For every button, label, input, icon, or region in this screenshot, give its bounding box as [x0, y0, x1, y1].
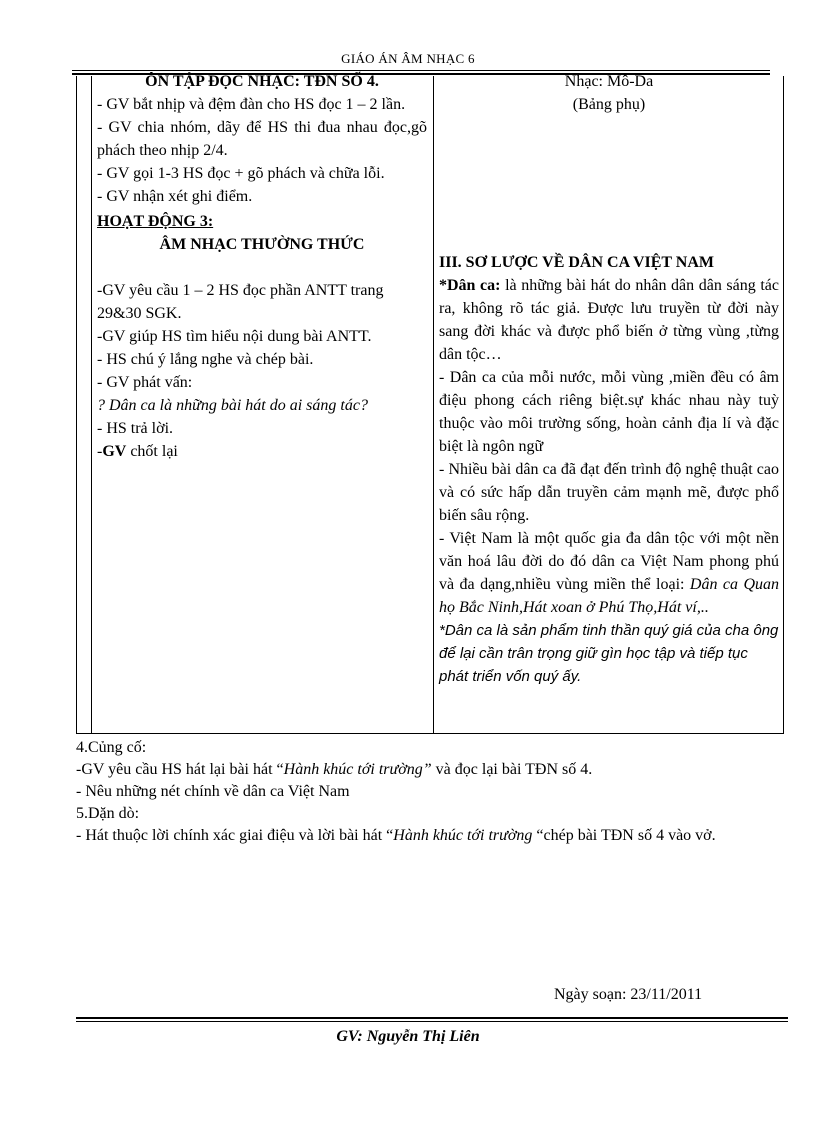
table-column-divider: [433, 76, 434, 733]
consolidation-section: [76, 737, 796, 847]
question-text: ? Dân ca là những bài hát do ai sáng tác?: [97, 397, 368, 414]
answer-text: - HS trả lời.: [97, 420, 174, 437]
activity-line: - GV nhận xét ghi điểm.: [97, 188, 253, 205]
homework-line: [76, 825, 796, 847]
table-inner-border: [91, 76, 92, 733]
activity-line: -GV giúp HS tìm hiểu nội dung bài ANTT.: [97, 328, 372, 345]
line-part: “chép bài TĐN số 4 vào vở.: [532, 827, 716, 844]
definition-paragraph: [439, 274, 779, 366]
teacher-activity-column: [97, 73, 427, 463]
activity-line: - HS chú ý lắng nghe và chép bài.: [97, 351, 314, 368]
paragraph: - Dân ca của mỗi nước, mỗi vùng ,miền đều có âm điệu phong cách riêng biệt.sự khác nhau này tuỳ thuộc vào môi trường sống, hoàn cảnh địa lí và đặc biệt là ngôn ngữ: [439, 369, 779, 455]
author-name: GV: Nguyễn Thị Liên: [336, 1028, 480, 1045]
activity-line: - GV gọi 1-3 HS đọc + gõ phách và chữa lỗi.: [97, 165, 385, 182]
page-header-title: GIÁO ÁN ÂM NHẠC 6: [341, 51, 475, 66]
prepared-date: Ngày soạn: 23/11/2011: [554, 986, 703, 1003]
conclude-bold: GV: [102, 443, 127, 460]
section-heading: III. SƠ LƯỢC VỀ DÂN CA VIỆT NAM: [439, 254, 715, 271]
song-title: Hành khúc tới trường: [393, 827, 533, 844]
board-line: (Bảng phụ): [572, 96, 646, 113]
line-part: và đọc lại bài TĐN số 4.: [431, 761, 593, 778]
paragraph-italic: Dân ca Quan họ Bắc Ninh,Hát xoan ở Phú Thọ,Hát ví,..: [439, 576, 779, 616]
composer-line: Nhạc: Mô-Da: [564, 73, 654, 90]
footer-rule-bottom: [76, 1021, 788, 1022]
activity-3-subheading: ÂM NHẠC THƯỜNG THỨC: [159, 236, 365, 253]
activity-line: - GV chia nhóm, dãy để HS thi đua nhau đọc,gõ phách theo nhịp 2/4.: [97, 119, 427, 159]
review-heading: ÔN TẬP ĐỌC NHẠC: TĐN SỐ 4.: [145, 73, 379, 90]
paragraph: - Nhiều bài dân ca đã đạt đến trình độ nghệ thuật cao và có sức hấp dẫn truyền cảm mạnh mẽ, được phổ biến sâu rộng.: [439, 461, 779, 524]
consolidation-line: - Nêu những nét chính về dân ca Việt Nam: [76, 783, 350, 800]
closing-note: *Dân ca là sản phẩm tinh thần quý giá của cha ông để lại cần trân trọng giữ gìn học tập và tiếp tục phát triển vốn quý ấy.: [439, 622, 779, 685]
line-part: -GV yêu cầu HS hát lại bài hát “: [76, 761, 284, 778]
paragraph-text: - Việt Nam là một quốc gia đa dân tộc với một nền văn hoá lâu đời do đó dân ca Việt Nam phong phú và đa dạng,nhiều vùng miền thể loại:: [439, 530, 779, 593]
homework-heading: 5.Dặn dò:: [76, 805, 140, 822]
line-part: - Hát thuộc lời chính xác giai điệu và lời bài hát “: [76, 827, 394, 844]
conclude-text: [97, 440, 427, 463]
consolidation-heading: 4.Củng cố:: [76, 739, 147, 756]
lesson-table: [76, 73, 784, 734]
definition-label: *Dân ca:: [439, 277, 501, 294]
activity-line: - GV bắt nhịp và đệm đàn cho HS đọc 1 – 2 lần.: [97, 96, 406, 113]
paragraph: [439, 527, 779, 619]
footer-rule-top: [76, 1017, 788, 1019]
consolidation-line: [76, 759, 796, 781]
conclude-prefix: -: [97, 443, 103, 460]
song-title: Hành khúc tới trường”: [283, 761, 432, 778]
activity-line: - GV phát vấn:: [97, 374, 193, 391]
activity-3-heading: HOẠT ĐỘNG 3:: [97, 213, 214, 230]
conclude-rest: chốt lại: [126, 443, 178, 460]
definition-text: là những bài hát do nhân dân dân sáng tác ra, không rõ tác giả. Được lưu truyền từ đời này sang đời khác và được phổ biến ở từng vùng ,từng dân tộc…: [439, 277, 780, 363]
activity-line: -GV yêu cầu 1 – 2 HS đọc phần ANTT trang 29&30 SGK.: [97, 282, 384, 322]
content-column: [439, 73, 780, 688]
